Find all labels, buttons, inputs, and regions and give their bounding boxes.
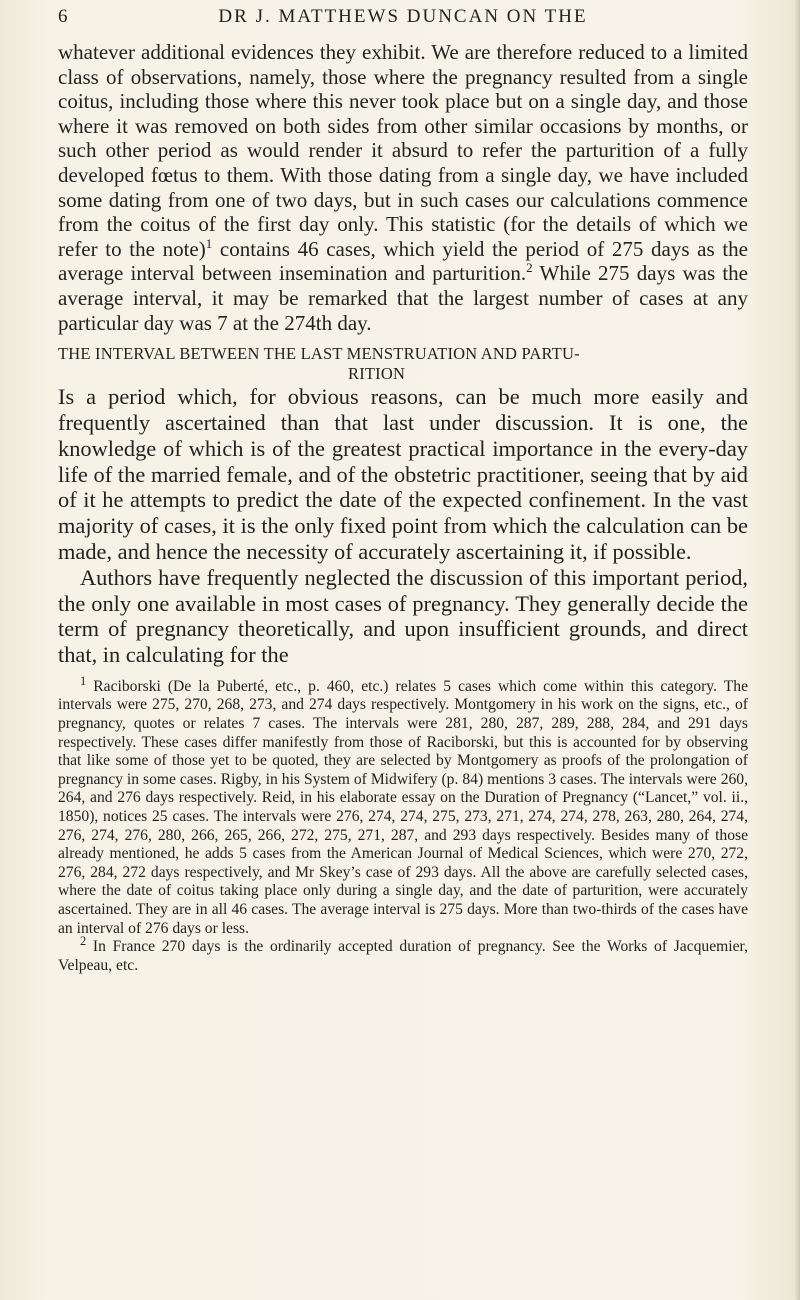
paragraph-text-part-c: While 275 days was the average interval, it may be remarked that the largest number of cases at any particular day was 7 at the 274th day. — [58, 261, 748, 335]
footnote-2-text: In France 270 days is the ordinarily accepted duration of pregnancy. See the Works of Jacquemier, Velpeau, etc. — [58, 938, 748, 974]
footnote-1-mark: 1 — [80, 673, 87, 688]
section-heading-line-1: THE INTERVAL BETWEEN THE LAST MENSTRUATION AND PARTU- — [58, 344, 580, 364]
footnote-2-mark: 2 — [80, 934, 87, 949]
footnotes — [58, 673, 748, 976]
footnote-ref-1: 1 — [205, 235, 213, 251]
paragraph-insemination-interval — [58, 40, 748, 335]
paragraph-text-part-b: contains 46 cases, which yield the period of 275 days as the average interval between insemination and parturition. — [58, 236, 748, 286]
footnote-1-text: Raciborski (De la Puberté, etc., p. 460, etc.) relates 5 cases which come within this category. The intervals were 275, 270, 268, 273, and 274 days respectively. Montgomery in his work on the signs, etc., of pregnancy, quotes or relates 7 cases. The intervals were 281, 280, 287, 289, 288, 284, and 291 days respectively. These cases differ manifestly from those of Raciborski, but this is accounted for by observing that like some of those yet to be quoted, they are selected by Montgomery as proofs of the prolongation of pregnancy in some cases. Rigby, in his System of Midwifery (p. 84) mentions 3 cases. The intervals were 260, 264, and 276 days respectively. Reid, in his elaborate essay on the Duration of Pregnancy (“Lancet,” vol. ii., 1850), notices 25 cases. The intervals were 276, 274, 274, 275, 273, 271, 274, 274, 278, 263, 280, 264, 274, 276, 274, 276, 280, 266, 265, 266, 272, 275, 271, 287, and 293 days respectively. Besides many of those already mentioned, he adds 5 cases from the American Journal of Medical Sciences, which were 270, 272, 276, 284, 272 days respectively, and Mr Skey’s case of 293 days. All the above are carefully selected cases, where the date of coitus taking place only during a single day, and the date of parturition, were accurately ascertained. They are in all 46 cases. The average interval is 275 days. More than two-thirds of the cases have an interval of 276 days or less. — [58, 677, 748, 937]
paragraph-menstruation-period: Is a period which, for obvious reasons, can be much more easily and frequently ascertained than that last under discussion. It is one, the knowledge of which is of the greatest practical importance in the every-day life of the married female, and of the obstetric practitioner, seeing that by aid of it he attempts to predict the date of the expected confinement. In the vast majority of cases, it is the only fixed point from which the calculation can be made, and hence the necessity of accurately ascertaining it, if possible. — [58, 384, 748, 564]
page-edge-shadow — [794, 0, 800, 1300]
page-header — [58, 6, 748, 34]
section-heading-line-2: RITION — [348, 363, 406, 383]
section-heading — [58, 344, 748, 383]
footnote-1 — [58, 673, 748, 938]
paragraph-authors-neglect: Authors have frequently neglected the discussion of this important period, the only one available in most cases of pregnancy. They generally decide the term of pregnancy theoretically, and upon insufficient grounds, and direct that, in calculating for the — [58, 564, 748, 668]
page-body — [58, 40, 748, 975]
footnote-2 — [58, 934, 748, 975]
footnote-ref-2: 2 — [526, 260, 533, 276]
paragraph-text-part-a: whatever additional evidences they exhibit. We are therefore reduced to a limited class of observations, namely, those where the pregnancy resulted from a single coitus, including those where this never took place but on a single day, and those where it was removed on both sides from other similar occasions by months, or such other period as would render it absurd to refer the parturition of a fully developed fœtus to them. With those dating from a single day, we have included some dating from one of two days, but in such cases our calculations commence from the coitus of the first day only. This statistic (for the details of which we refer to the note) — [58, 40, 748, 261]
page-number: 6 — [58, 6, 69, 27]
running-head: DR J. MATTHEWS DUNCAN ON THE — [218, 6, 588, 27]
